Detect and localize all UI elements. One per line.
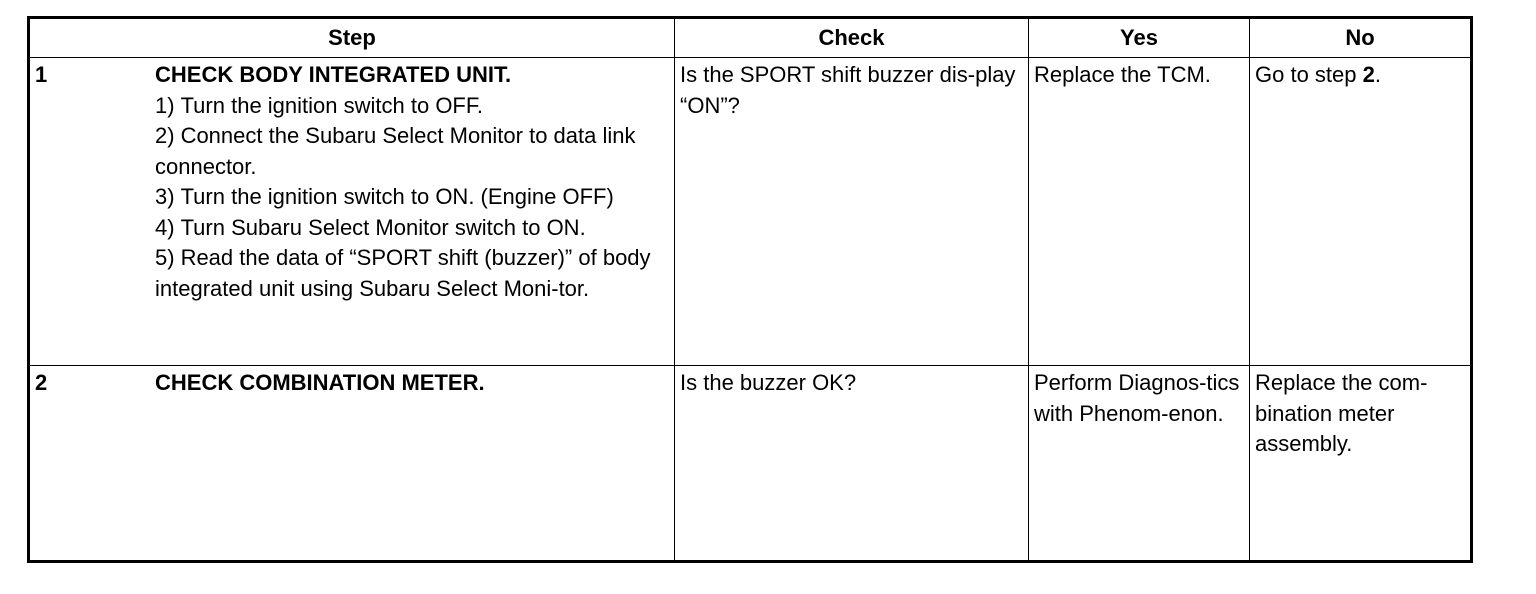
substep-number: 5): [155, 245, 175, 270]
header-step: Step: [29, 18, 675, 58]
header-yes: Yes: [1029, 18, 1250, 58]
no-cell: [1250, 58, 1472, 366]
substep: [155, 121, 669, 182]
table-row: [29, 58, 1472, 366]
substep-text: Connect the Subaru Select Monitor to data link connector.: [155, 123, 636, 179]
step-cell: [29, 366, 675, 562]
substep-text: Turn the ignition switch to OFF.: [180, 92, 483, 118]
substep-number: 3): [155, 184, 175, 209]
yes-cell: Replace the TCM.: [1029, 58, 1250, 366]
yes-cell: Perform Diagnos-tics with Phenom-enon.: [1029, 366, 1250, 562]
substep-text: Read the data of “SPORT shift (buzzer)” of body integrated unit using Subaru Select Moni-tor.: [155, 245, 651, 301]
substep: [155, 91, 669, 122]
check-cell: Is the buzzer OK?: [675, 366, 1029, 562]
substep-text: Turn the ignition switch to ON. (Engine OFF): [180, 184, 614, 209]
substep-number: 4): [155, 214, 175, 240]
substep: [155, 182, 669, 213]
step-body: [155, 368, 669, 399]
substep: [155, 213, 669, 244]
step-link: 2: [1362, 62, 1375, 87]
table-row: [29, 366, 1472, 562]
substep-number: 2): [155, 123, 175, 148]
substep-text: Turn Subaru Select Monitor switch to ON.: [180, 214, 586, 240]
no-suffix: .: [1374, 62, 1381, 87]
header-check: Check: [675, 18, 1029, 58]
no-prefix: Go to step: [1255, 62, 1363, 87]
step-body: [155, 60, 669, 304]
check-cell: Is the SPORT shift buzzer dis-play “ON”?: [675, 58, 1029, 366]
substep: [155, 243, 669, 304]
header-row: [29, 18, 1472, 58]
header-no: No: [1250, 18, 1472, 58]
substep-number: 1): [155, 92, 175, 118]
step-title: CHECK BODY INTEGRATED UNIT.: [155, 62, 512, 87]
step-number: 1: [35, 62, 48, 87]
step-title: CHECK COMBINATION METER.: [155, 370, 485, 395]
diagnostic-table: [27, 16, 1473, 563]
step-number: 2: [35, 370, 48, 395]
no-cell: Replace the com-bination meter assembly.: [1250, 366, 1472, 562]
step-cell: [29, 58, 675, 366]
